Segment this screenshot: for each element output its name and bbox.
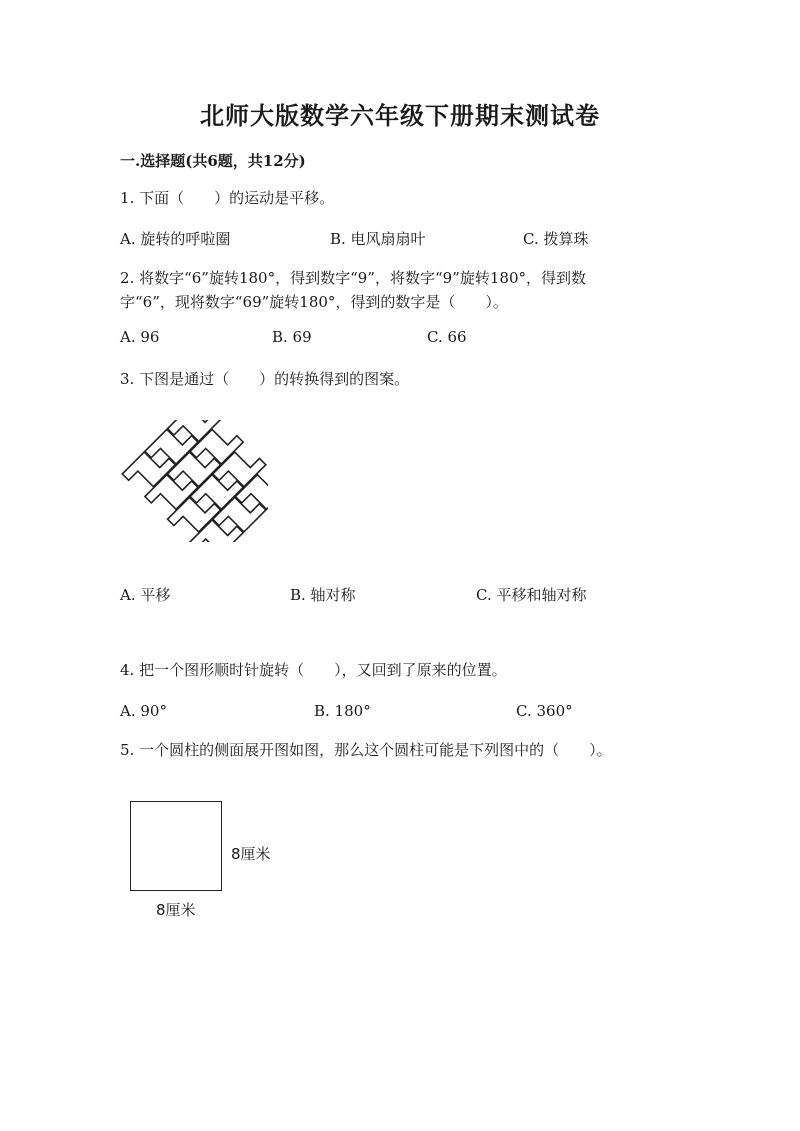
section-heading: 一.选择题(共6题，共12分) [120,152,306,170]
question-4-stem: 4. 把一个图形顺时针旋转（ ），又回到了原来的位置。 [120,661,507,679]
question-4-option-c: C. 360° [516,702,573,720]
question-1-option-b: B. 电风扇扇叶 [330,230,426,248]
question-2-option-b: B. 69 [272,328,312,346]
question-5-stem: 5. 一个圆柱的侧面展开图如图，那么这个圆柱可能是下列图中的（ ）。 [120,741,612,759]
question-4-option-b: B. 180° [314,702,371,720]
cylinder-net-square [130,801,222,891]
question-1-option-a: A. 旋转的呼啦圈 [120,230,231,248]
question-2-option-c: C. 66 [427,328,467,346]
question-1-stem: 1. 下面（ ）的运动是平移。 [120,189,335,207]
question-1-option-c: C. 拨算珠 [523,230,589,248]
square-side-label: 8厘米 [231,845,271,863]
question-4-option-a: A. 90° [120,702,167,720]
question-3-option-c: C. 平移和轴对称 [476,586,587,604]
question-3-option-a: A. 平移 [120,586,171,604]
page-title: 北师大版数学六年级下册期末测试卷 [200,101,600,130]
question-3-stem: 3. 下图是通过（ ）的转换得到的图案。 [120,370,410,388]
question-3-option-b: B. 轴对称 [290,586,356,604]
tessellation-pattern-figure [118,420,268,542]
square-bottom-label: 8厘米 [156,901,196,919]
question-2-stem-line-2: 字“6”，现将数字“69”旋转180°，得到的数字是（ ）。 [120,293,508,311]
question-2-stem-line-1: 2. 将数字“6”旋转180°，得到数字“9”，将数字“9”旋转180°，得到数 [120,269,586,287]
question-2-option-a: A. 96 [120,328,160,346]
